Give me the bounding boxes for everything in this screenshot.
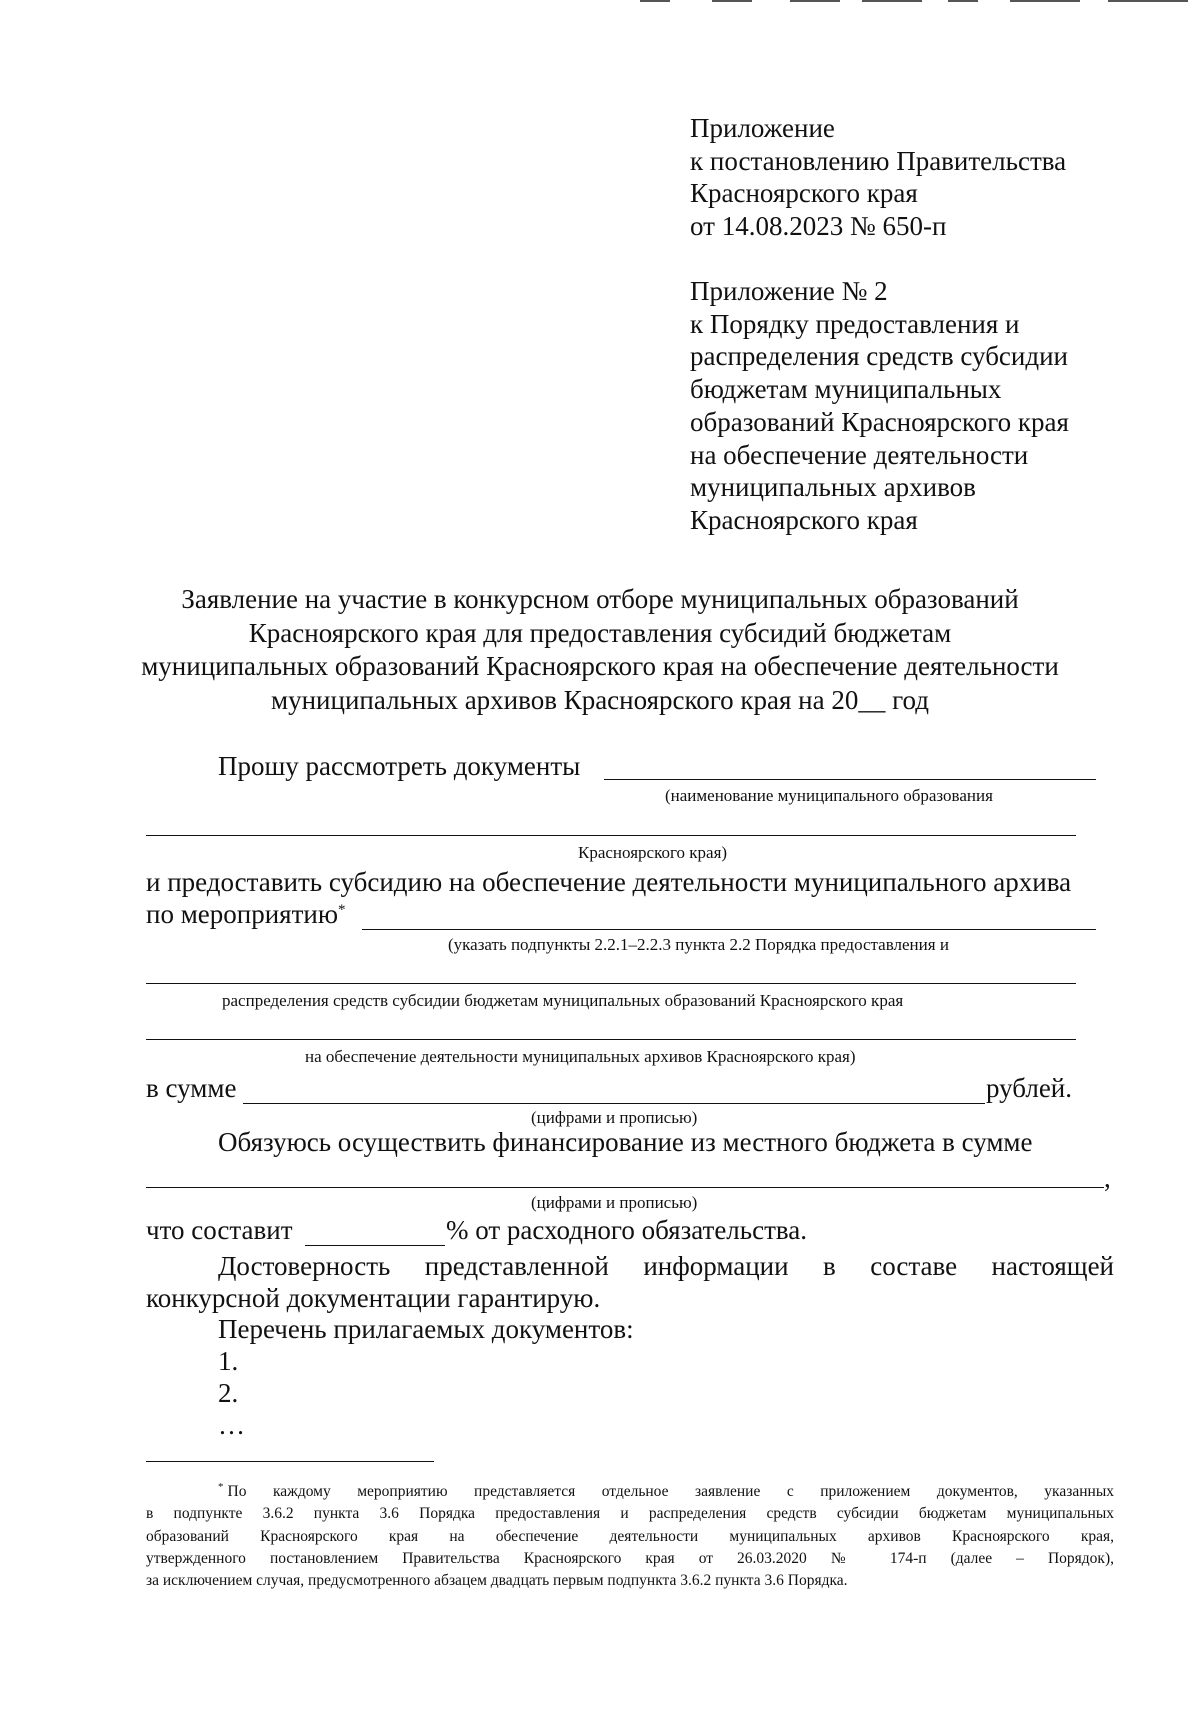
document-title <box>0 583 1200 717</box>
appendix-line: Красноярского края <box>690 504 918 535</box>
docs-item: … <box>218 1410 245 1440</box>
scan-top-edge <box>0 0 1200 4</box>
appendix-line: образований Красноярского края <box>690 406 1069 437</box>
financing-caption: (цифрами и прописью) <box>531 1193 698 1212</box>
header-line: Приложение <box>690 113 835 143</box>
header-line: от 14.08.2023 № 650-п <box>690 211 947 242</box>
reliability-line-1: Достоверность представленной информации в составе настоящей <box>218 1251 1114 1281</box>
header-line: Красноярского края <box>690 178 918 209</box>
request-label: Прошу рассмотреть документы <box>218 751 581 781</box>
amount-caption: (цифрами и прописью) <box>531 1108 698 1127</box>
event-field-3[interactable] <box>146 1039 1076 1040</box>
appendix-block <box>690 275 1069 537</box>
event-label <box>146 899 346 930</box>
title-line: муниципальных архивов Красноярского края на 20__ год <box>271 684 929 715</box>
footnote-text: По каждому мероприятию представляется отдельное заявление с приложением документов, указанных <box>227 1483 1114 1500</box>
municipality-name-field-2[interactable] <box>146 835 1076 836</box>
request-caption-1: (наименование муниципального образования <box>665 786 993 805</box>
footnote <box>146 1476 1114 1592</box>
event-label-text: по мероприятию <box>146 899 339 929</box>
appendix-line: распределения средств субсидии <box>690 341 1068 372</box>
docs-item: 2. <box>218 1378 239 1408</box>
footnote-line-4: утвержденного постановлением Правительства Красноярского края от 26.03.2020 № 174-п (далее – Порядок), <box>146 1549 1114 1567</box>
title-line: Красноярского края для предоставления субсидий бюджетам <box>248 617 952 648</box>
reliability-paragraph <box>146 1250 1114 1314</box>
footnote-line-1 <box>146 1476 1114 1503</box>
header-block <box>690 112 1066 243</box>
financing-comma: , <box>1104 1163 1111 1193</box>
event-field[interactable] <box>362 929 1096 930</box>
title-line: Заявление на участие в конкурсном отборе муниципальных образований <box>181 584 1019 614</box>
percent-label: что составит <box>146 1215 293 1245</box>
event-caption-3: на обеспечение деятельности муниципальных архивов Красноярского края) <box>305 1047 856 1066</box>
appendix-line: Приложение № 2 <box>690 276 888 306</box>
appendix-line: муниципальных архивов <box>690 472 976 503</box>
amount-field[interactable] <box>243 1103 985 1104</box>
footnote-ref: * <box>338 902 346 918</box>
subsidy-text: и предоставить субсидию на обеспечение деятельности муниципального архива <box>146 867 1072 897</box>
event-caption-1: (указать подпункты 2.2.1–2.2.3 пункта 2.2 Порядка предоставления и <box>448 935 949 954</box>
footnote-mark: * <box>218 1481 224 1493</box>
amount-unit: рублей. <box>986 1073 1073 1103</box>
header-line: к постановлению Правительства <box>690 145 1067 176</box>
municipality-name-field[interactable] <box>604 779 1096 780</box>
percent-text: % от расходного обязательства. <box>446 1215 807 1245</box>
footnote-line-3: образований Красноярского края на обеспечение деятельности муниципальных архивов Красноярского края, <box>146 1527 1114 1545</box>
footnote-line-5: за исключением случая, предусмотренного абзацем двадцать первым подпункта 3.6.2 пункта 3.6 Порядка. <box>146 1572 848 1590</box>
appendix-line: на обеспечение деятельности <box>690 439 1029 470</box>
title-line: муниципальных образований Красноярского края на обеспечение деятельности <box>141 651 1059 681</box>
financing-text: Обязуюсь осуществить финансирование из местного бюджета в сумме <box>218 1127 1033 1157</box>
event-field-2[interactable] <box>146 983 1076 984</box>
appendix-line: к Порядку предоставления и <box>690 308 1020 339</box>
appendix-line: бюджетам муниципальных <box>690 374 1002 405</box>
reliability-line-2: конкурсной документации гарантирую. <box>146 1283 601 1313</box>
docs-item: 1. <box>218 1346 239 1376</box>
financing-field[interactable] <box>146 1187 1104 1188</box>
request-caption-2: Красноярского края) <box>578 843 728 862</box>
percent-field[interactable] <box>305 1245 445 1246</box>
amount-label: в сумме <box>146 1073 237 1103</box>
docs-heading: Перечень прилагаемых документов: <box>218 1314 634 1344</box>
event-caption-2: распределения средств субсидии бюджетам муниципальных образований Красноярского края <box>222 991 904 1010</box>
footnote-separator <box>146 1461 434 1462</box>
footnote-line-2: в подпункте 3.6.2 пункта 3.6 Порядка предоставления и распределения средств субсидии бюджетам муниципальных <box>146 1505 1114 1523</box>
